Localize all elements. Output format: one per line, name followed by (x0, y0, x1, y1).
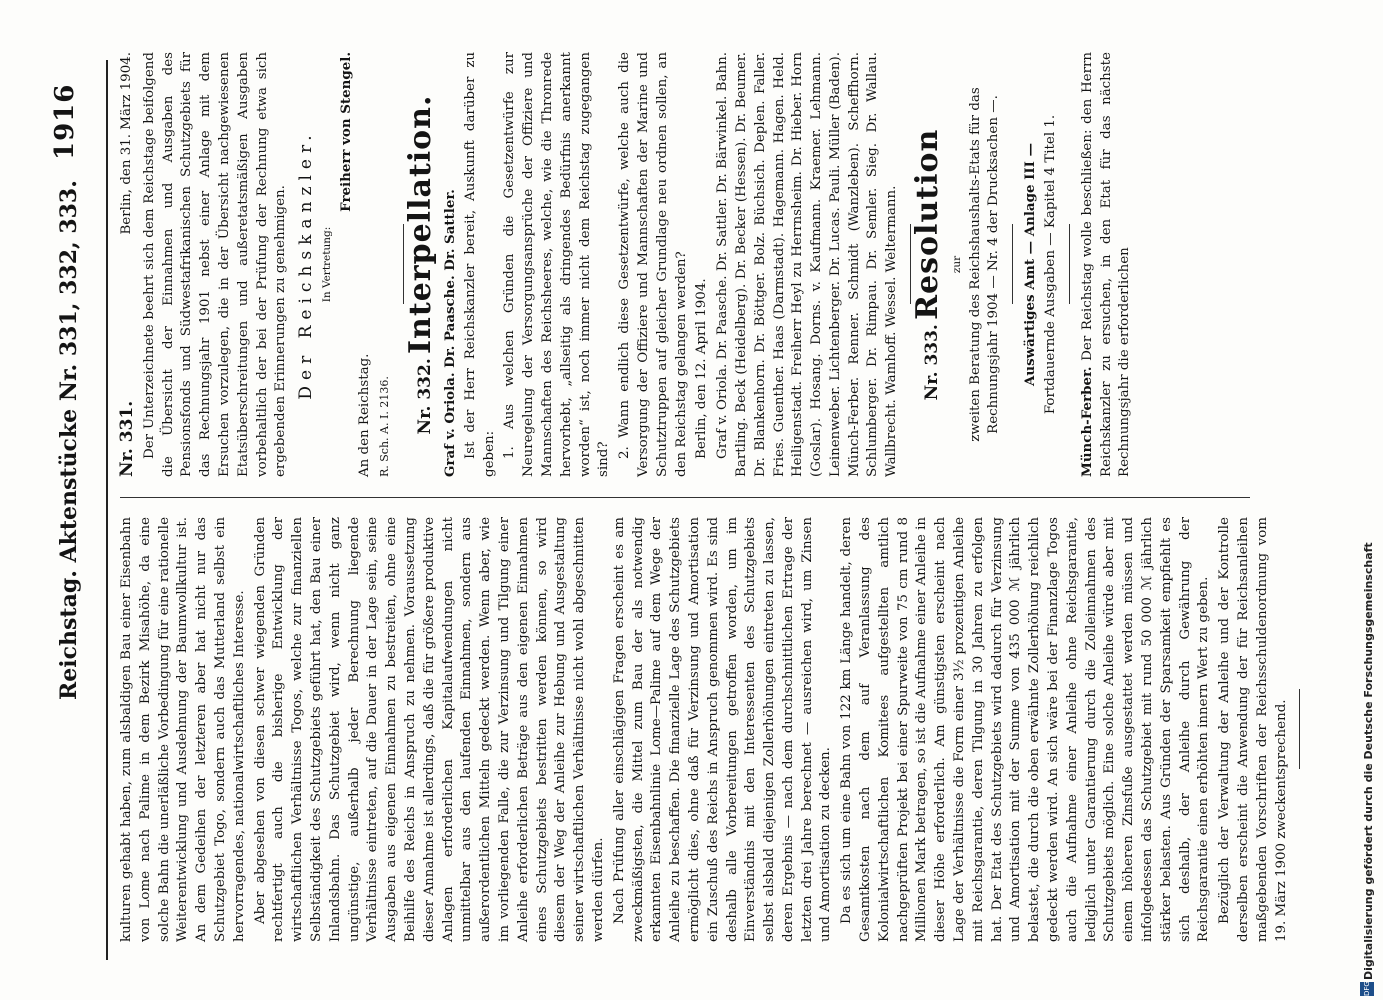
nr333-subject: zweiten Beratung des Reichshaushalts-Etats für das Rechnungsjahr 1904 — Nr. 4 der Drucksachen —. (967, 87, 1002, 442)
nr333-mover: Münch-Ferber. (1078, 366, 1095, 477)
deputy-name: Freiherr von Stengel. (337, 52, 354, 212)
question-1: 1. Aus welchen Gründen die Gesetzentwürfe zur Neuregelung der Versorgungsansprüche der Offiziere und Mannschaften des Reichsheeres, welche, wie die Thronrede hervorhebt, „allseitig als dringendes Bedürfnis anerkannt worden“ ist, noch immer nicht dem Reichstag zugegangen sind? (502, 52, 612, 477)
nr333-heading: Nr. 333. Resolution (910, 128, 946, 401)
nr332-date: Berlin, den 12. April 1904. (694, 278, 710, 459)
column-right (118, 52, 1137, 477)
paragraph-5: Bezüglich der Verwaltung der Anleihe und der Kontrolle derselben erscheint die Anwendung der für Reichsanleihen maßgebenden Vorschriften der Reichsschuldenordnung vom 19. März 1900 zweckentsprechend. (1217, 517, 1289, 942)
separator (1069, 225, 1070, 305)
paragraph-4: Da es sich um eine Bahn von 122 km Länge handelt, deren Gesamtkosten nach dem auf Veranlassung des Kolonialwirtschaftlichen Komitees aufgestellten amtlich nachgeprüften Projekt bei einer Spurweite von 75 cm rund 8 Millionen Mark betragen, so ist die Aufnahme einer Anleihe in dieser Höhe erforderlich. Am günstigsten erscheint nach Lage der Verhältnisse die Form einer 3½ prozentigen Anleihe mit Reichsgarantie, deren Tilgung in 30 Jahren zu erfolgen hat. Der Etat des Schutzgebiets wird dadurch für Verzinsung und Amortisation mit der Summe von 435 000 ℳ jährlich belastet, die durch die oben erwähnte Zollerhöhung reichlich gedeckt werden wird. An sich wäre bei der Finanzlage Togos auch die Aufnahme einer Anleihe ohne Reichsgarantie, lediglich unter Garantierung durch die Zolleinnahmen des Schutzgebiets möglich. Eine solche Anleihe würde aber mit einem höheren Zinsfuße ausgestattet werden müssen und infolgedessen das Schutzgebiet mit rund 50 000 ℳ jährlich stärker belasten. Aus Gründen der Sparsamkeit empfiehlt es sich deshalb, der Anleihe durch Gewährung der Reichsgarantie einen erhöhten innern Wert zu geben. (839, 517, 1212, 942)
nr331-text: Der Unterzeichnete beehrt sich dem Reichstage beifolgend die Übersicht der Einnahmen und Ausgaben des Pensionsfonds und Südwestafrikanischen Schutzgebiets für das Rechnungsjahr 1901 nebst einer Anlage mit dem Ersuchen vorzulegen, die in der Übersicht nachgewiesenen Etatsüberschreitungen und außeretatsmäßigen Ausgaben vorbehaltlich der bei der Prüfung der Rechnung etwa sich ergebenden Erinnerungen zu genehmigen. (141, 52, 289, 477)
paragraph-1: kulturen gehabt haben, zum alsbaldigen Bau einer Eisenbahn von Lome nach Palime in dem Bezirk Misahöhe, da eine solche Bahn die unerläßliche Vorbedingung für eine rationelle Weiterentwicklung und Ausdehnung der Baumwollkultur ist. An dem Gedeihen der letzteren aber hat nicht nur das Schutzgebiet Togo, sondern auch das Mutterland selbst ein hervorragendes, nationalwirtschaftliches Interesse. (119, 517, 247, 942)
dfg-logo: DFG (1360, 982, 1374, 996)
nr331-heading: Nr. 331. Berlin, den 31. März 1904. (117, 52, 137, 477)
separator (1299, 690, 1300, 770)
reference-number: R. Sch. A. I. 2136. (378, 376, 392, 477)
digitization-credit: Digitalisierung gefördert durch die Deutsche Forschungsgemeinschaft (1362, 542, 1375, 980)
nr332-heading: Nr. 332. Interpellation. (403, 94, 439, 435)
header-rule (106, 60, 108, 960)
paragraph-2: Aber abgesehen von diesen schwer wiegenden Gründen rechtfertigt auch die bisherige Entwicklung der wirtschaftlichen Verhältnisse Togos, welche zur finanziellen Selbständigkeit des Schutzgebiets geführt hat, den Bau einer Inlandsbahn. Das Schutzgebiet wird, wenn nicht ganz ungünstige, außerhalb jeder Berechnung liegende Verhältnisse eintreten, auf die Dauer in der Lage sein, seine Ausgaben aus eigenen Einnahmen zu bestreiten, ohne eine Beihilfe des Reichs in Anspruch zu nehmen. Voraussetzung dieser Annahme ist allerdings, daß die für größere produktive Anlagen erforderlichen Kapitalaufwendungen nicht unmittelbar aus den laufenden Einnahmen, sondern aus außerordentlichen Mitteln gedeckt werden. Wenn aber, wie im vorliegenden Falle, die zur Verzinsung und Tilgung einer Anleihe erforderlichen Beträge aus den eigenen Einnahmen eines Schutzgebiets bestritten werden können, so wird diesem der Weg der Anleihe zur Hebung und Ausgestaltung seiner wirtschaftlichen Verhältnisse nicht wohl abgeschnitten werden dürfen. (252, 517, 606, 942)
running-title: Reichstag. Aktenstücke Nr. 331, 332, 333. (56, 180, 82, 700)
nr332-signers-head: Graf v. Oriola. Dr. Paasche. Dr. Sattler. (441, 189, 458, 477)
nr333-body (1078, 52, 1135, 477)
column-divider (120, 497, 1250, 498)
nr333-section: Auswärtiges Amt — Anlage III — (1022, 143, 1039, 387)
page-number: 1916 (50, 83, 80, 160)
column-left (118, 517, 1308, 942)
deputy-label: In Vertretung: (320, 226, 333, 303)
nr332-question: Ist der Herr Reichskanzler bereit, Auskunft darüber zu geben: (462, 52, 497, 477)
separator (1012, 225, 1013, 305)
nr333-text: Der Reichstag wolle beschließen: den Herrn Reichskanzler zu ersuchen, in den Etat für das nächste Rechnungsjahr die erforderlichen (1079, 52, 1133, 477)
sender-signature: Der Reichskanzler. (296, 129, 317, 400)
signers-list: Graf v. Oriola. Dr. Paasche. Dr. Sattler. Dr. Bärwinkel. Bahn. Bartling. Beck (Heidelberg). Dr. Becker (Hessen). Dr. Beumer. Dr. Blankenhorn. Dr. Böttger. Bolz. Büchsich. Deplen. Faller. Fries. Guenther. Haas (Darmstadt). Hagemann. Hagen. Held. Heiligenstadt. Freiherr Heyl zu Herrnsheim. Dr. Hieber. Horn (Goslar). Hosang. Dorns. v. Kaufmann. Kraemer. Lehmann. Leinenweber. Lichtenberger. Dr. Lucas. Pauli. Müller (Baden). Münch-Ferber. Renner. Schmidt (Wanzleben). Scheffhorn. Schlumberger. Dr. Rimpau. Dr. Semler. Sieg. Dr. Wallau. Wallbrecht. Wamhoff. Wessel. Weltermann. (715, 52, 900, 477)
nr333-zur: zur (950, 255, 963, 274)
nr333-section-2: Fortdauernde Ausgaben — Kapitel 4 Titel 1. (1043, 114, 1059, 415)
question-2: 2. Wann endlich diese Gesetzentwürfe, welche auch die Versorgung der Offiziere und Mannschaften der Marine und Schutztruppen auf gleicher Grundlage neu ordnen sollen, an den Reichstag gelangen werden? (617, 52, 689, 477)
paragraph-3: Nach Prüfung aller einschlägigen Fragen erscheint es am zweckmäßigsten, die Mittel zum Bau der als notwendig erkannten Eisenbahnlinie Lome—Palime auf dem Wege der Anleihe zu beschaffen. Die finanzielle Lage des Schutzgebiets ermöglicht dies, ohne daß für Verzinsung und Amortisation ein Zuschuß des Reichs in Anspruch genommen wird. Es sind deshalb alle Vorbereitungen getroffen worden, um im Einverständnis mit den Interessenten des Schutzgebiets selbst alsbald diejenigen Zollerhöhungen eintreten zu lassen, deren Ergebnis — nach dem durchschnittlichen Ertrage der letzten drei Jahre berechnet — ausreichen wird, um Zinsen und Amortisation zu decken. (611, 517, 834, 942)
addressee: An den Reichstag. (356, 353, 372, 477)
